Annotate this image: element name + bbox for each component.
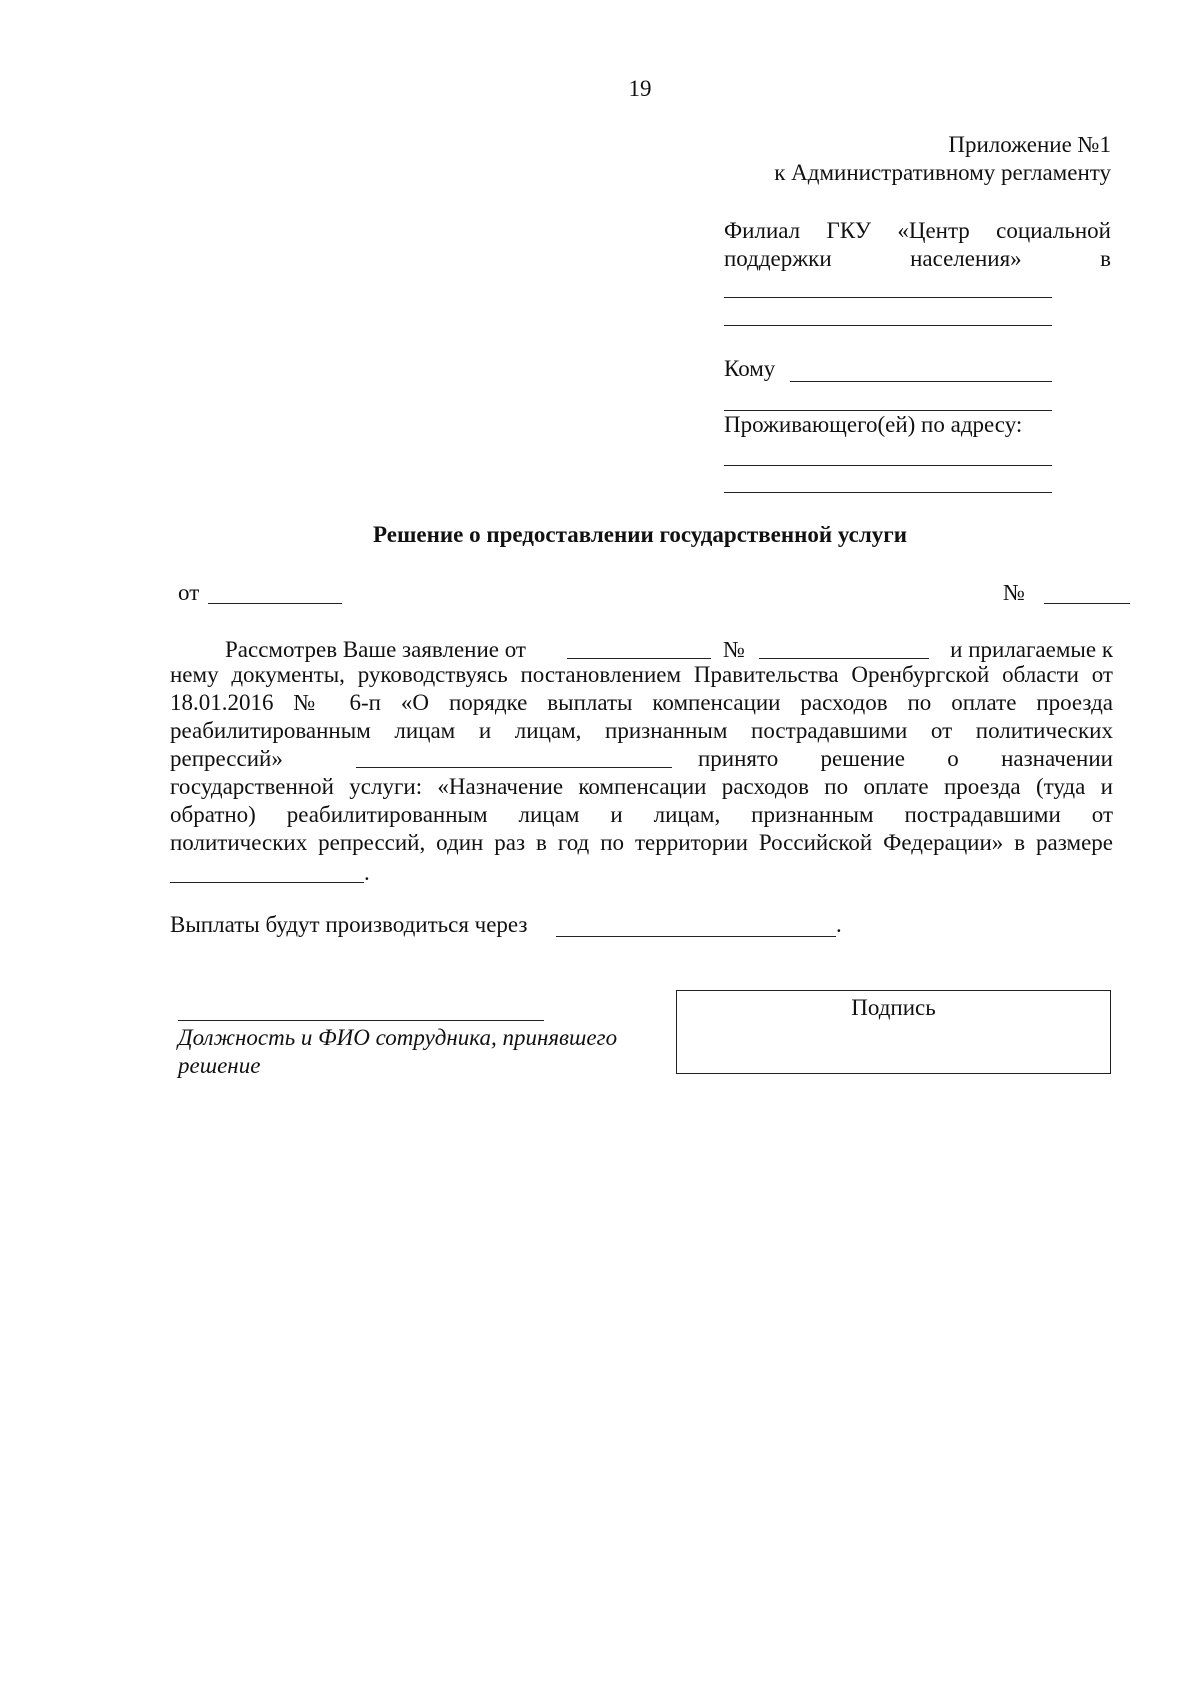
body-line-3: 18.01.2016 № 6-п «О порядке выплаты компенсации расходов по оплате проезда [170, 690, 1113, 715]
position-caption-2: решение [178, 1053, 261, 1078]
regulation-label: к Административному регламенту [774, 160, 1111, 185]
payments-period: . [836, 912, 842, 937]
position-name-field[interactable] [178, 1020, 544, 1021]
body-text: репрессий» [170, 746, 283, 771]
branch-word: социальной [996, 218, 1111, 243]
position-caption: Должность и ФИО сотрудника, принявшего [178, 1025, 618, 1050]
branch-line-1 [724, 217, 1111, 245]
decision-number-field[interactable] [1044, 603, 1130, 604]
body-text: и прилагаемые к [950, 637, 1113, 662]
decision-date-field[interactable] [208, 603, 342, 604]
signature-box[interactable] [676, 990, 1111, 1074]
from-label: от [178, 580, 200, 605]
address-label: Проживающего(ей) по адресу: [724, 412, 1023, 437]
branch-word: «Центр [897, 218, 970, 243]
body-line-4: реабилитированным лицам и лицам, признанным пострадавшими от политических [170, 718, 1113, 743]
body-word: принято [698, 746, 779, 771]
application-date-field[interactable] [567, 658, 711, 659]
body-line-8: политических репрессий, один раз в год по территории Российской Федерации» в размере [170, 830, 1113, 855]
branch-word: поддержки [724, 246, 832, 271]
body-line-7: обратно) реабилитированным лицам и лицам, признанным пострадавшими от [170, 802, 1113, 827]
to-label: Кому [724, 356, 776, 381]
document-title: Решение о предоставлении государственной услуги [373, 522, 907, 547]
body-word: назначении [1001, 746, 1113, 771]
to-field-line-2[interactable] [724, 410, 1052, 411]
payments-channel-field[interactable] [556, 936, 836, 937]
to-field[interactable] [790, 381, 1052, 382]
decision-name-field[interactable] [356, 767, 672, 768]
signature-label: Подпись [851, 995, 936, 1020]
payments-label: Выплаты будут производиться через [170, 912, 528, 937]
branch-word: населения» [910, 246, 1022, 271]
branch-word: Филиал [724, 218, 801, 243]
body-line-5 [170, 745, 1113, 773]
branch-blank-line-2[interactable] [724, 325, 1052, 326]
body-line-6: государственной услуги: «Назначение компенсации расходов по оплате проезда (туда и [170, 774, 1113, 799]
branch-blank-line-1[interactable] [724, 297, 1052, 298]
branch-line-2 [724, 245, 1111, 273]
body-text: Рассмотрев Ваше заявление от [225, 637, 526, 662]
address-field-line-2[interactable] [724, 492, 1052, 493]
body-word: о [947, 746, 959, 771]
body-text: № [723, 637, 745, 662]
branch-word: в [1100, 246, 1111, 271]
body-line-1 [225, 636, 1113, 664]
amount-period: . [364, 860, 370, 885]
body-line-5-words [698, 745, 1113, 773]
amount-field[interactable] [170, 882, 364, 883]
body-word: решение [820, 746, 905, 771]
page-number: 19 [628, 76, 652, 101]
address-field-line-1[interactable] [724, 465, 1052, 466]
number-label: № [1003, 580, 1025, 605]
appendix-label: Приложение №1 [948, 132, 1111, 157]
application-number-field[interactable] [759, 658, 929, 659]
branch-word: ГКУ [826, 218, 871, 243]
body-line-2: нему документы, руководствуясь постановлением Правительства Оренбургской области от [170, 662, 1113, 687]
